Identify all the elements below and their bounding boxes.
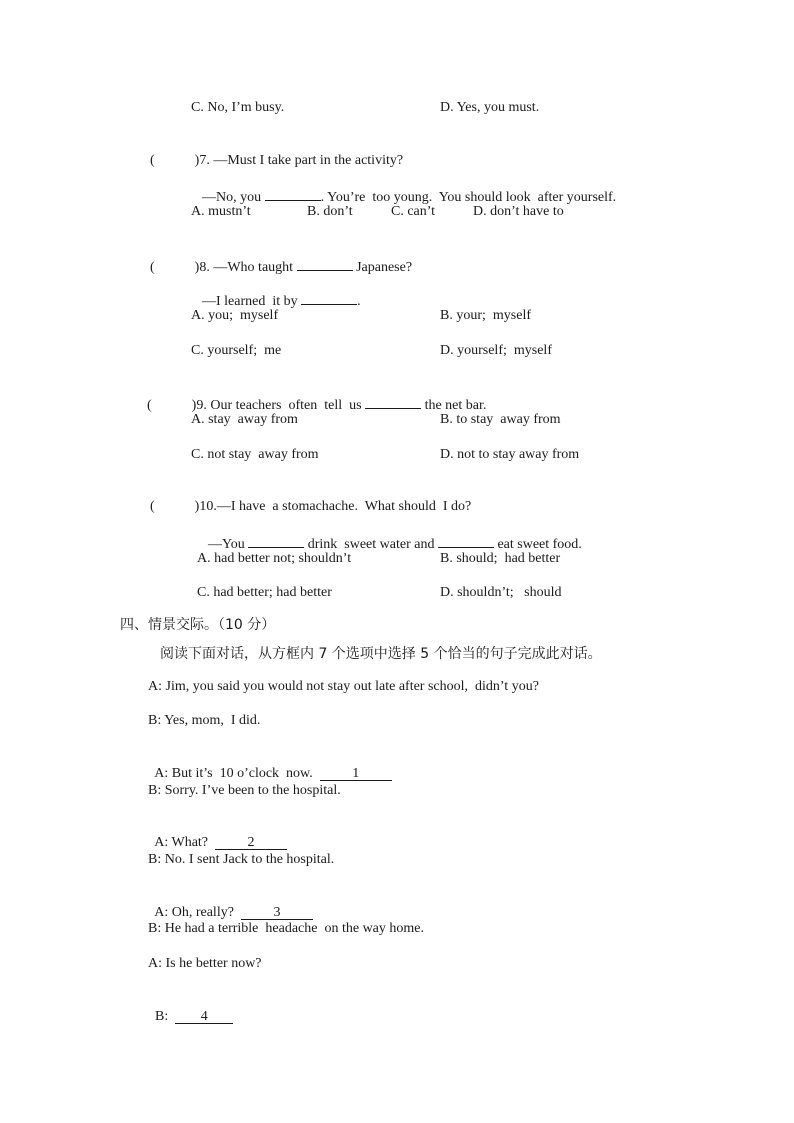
- q8-blank-1[interactable]: [297, 256, 353, 271]
- q7-option-d: D. don’t have to: [473, 204, 564, 219]
- q9-option-b: B. to stay away from: [440, 412, 561, 427]
- q8-stem-post: Japanese?: [356, 260, 413, 275]
- dialog-line-6: B: No. I sent Jack to the hospital.: [148, 852, 335, 867]
- q8-reply-post: .: [357, 294, 361, 309]
- q10-option-a: A. had better not; shouldn’t: [197, 551, 352, 566]
- q10-reply-line: [201, 515, 582, 552]
- q7-blank[interactable]: [265, 186, 321, 201]
- dialog-line-10-text: B:: [155, 1009, 169, 1024]
- dialog-line-5-text: A: What?: [154, 835, 209, 850]
- q8-open-paren: (: [150, 260, 155, 275]
- dialog-line-5: [148, 816, 287, 850]
- q10-reply-pre: —You: [208, 537, 245, 552]
- q9-number: )9.: [191, 398, 207, 413]
- q8-reply-line: [195, 272, 361, 309]
- q6-option-c: C. No, I’m busy.: [191, 100, 285, 115]
- dialog-blank-1[interactable]: 1: [320, 766, 392, 781]
- section4-instruction: 阅读下面对话，从方框内 7 个选项中选择 5 个恰当的句子完成此对话。: [160, 646, 602, 662]
- q10-reply-post: eat sweet food.: [497, 537, 582, 552]
- q7-reply-pre: —No, you: [202, 190, 262, 205]
- q10-blank-2[interactable]: [438, 533, 494, 548]
- q10-blank-1[interactable]: [248, 533, 304, 548]
- q10-open-paren: (: [150, 499, 155, 514]
- dialog-line-1: A: Jim, you said you would not stay out late after school, didn’t you?: [148, 679, 539, 694]
- q7-reply-line: [195, 168, 617, 205]
- q7-number: )7.: [194, 153, 210, 168]
- q9-stem-pre: Our teachers often tell us: [210, 398, 362, 413]
- q10-reply-mid: drink sweet water and: [307, 537, 435, 552]
- q10-stem: —I have a stomachache. What should I do?: [216, 499, 472, 514]
- q10-option-d: D. shouldn’t; should: [440, 585, 562, 600]
- q9-option-d: D. not to stay away from: [440, 447, 580, 462]
- dialog-line-3-text: A: But it’s 10 o’clock now.: [154, 766, 313, 781]
- q8-option-a: A. you; myself: [191, 308, 279, 323]
- dialog-line-7: [148, 886, 313, 920]
- q8-option-c: C. yourself; me: [191, 343, 282, 358]
- dialog-line-9: A: Is he better now?: [148, 956, 262, 971]
- q10-option-b: B. should; had better: [440, 551, 561, 566]
- dialog-line-4: B: Sorry. I’ve been to the hospital.: [148, 783, 341, 798]
- dialog-line-3: [148, 747, 392, 781]
- q8-option-d: D. yourself; myself: [440, 343, 552, 358]
- q10-option-c: C. had better; had better: [197, 585, 332, 600]
- q7-stem: —Must I take part in the activity?: [213, 153, 404, 168]
- q10-stem-line: [143, 480, 472, 514]
- q10-number: )10.: [194, 499, 217, 514]
- q9-option-a: A. stay away from: [191, 412, 298, 427]
- q8-stem-line: [143, 238, 413, 275]
- dialog-blank-3[interactable]: 3: [241, 905, 313, 920]
- q8-stem-pre: —Who taught: [213, 260, 294, 275]
- q9-open-paren: (: [147, 398, 152, 413]
- q9-option-c: C. not stay away from: [191, 447, 319, 462]
- q8-option-b: B. your; myself: [440, 308, 531, 323]
- section4-heading: 四、情景交际。（10 分）: [120, 617, 276, 633]
- q7-option-c: C. can’t: [391, 204, 436, 219]
- dialog-line-2: B: Yes, mom, I did.: [148, 713, 261, 728]
- q8-reply-pre: —I learned it by: [202, 294, 298, 309]
- q7-option-b: B. don’t: [307, 204, 353, 219]
- q9-stem-post: the net bar.: [424, 398, 487, 413]
- dialog-blank-4[interactable]: 4: [175, 1009, 233, 1024]
- q6-option-d: D. Yes, you must.: [440, 100, 540, 115]
- dialog-line-8: B: He had a terrible headache on the way home.: [148, 921, 425, 936]
- dialog-blank-2[interactable]: 2: [215, 835, 287, 850]
- q7-reply-post: . You’re too young. You should look after yourself.: [320, 190, 617, 205]
- q8-blank-2[interactable]: [301, 290, 357, 305]
- q7-stem-line: [143, 134, 404, 168]
- q7-option-a: A. mustn’t: [191, 204, 251, 219]
- q7-open-paren: (: [150, 153, 155, 168]
- dialog-line-10: [148, 990, 233, 1024]
- q8-number: )8.: [194, 260, 210, 275]
- q9-blank[interactable]: [365, 394, 421, 409]
- q9-stem-line: [140, 376, 487, 413]
- dialog-line-7-text: A: Oh, really?: [154, 905, 234, 920]
